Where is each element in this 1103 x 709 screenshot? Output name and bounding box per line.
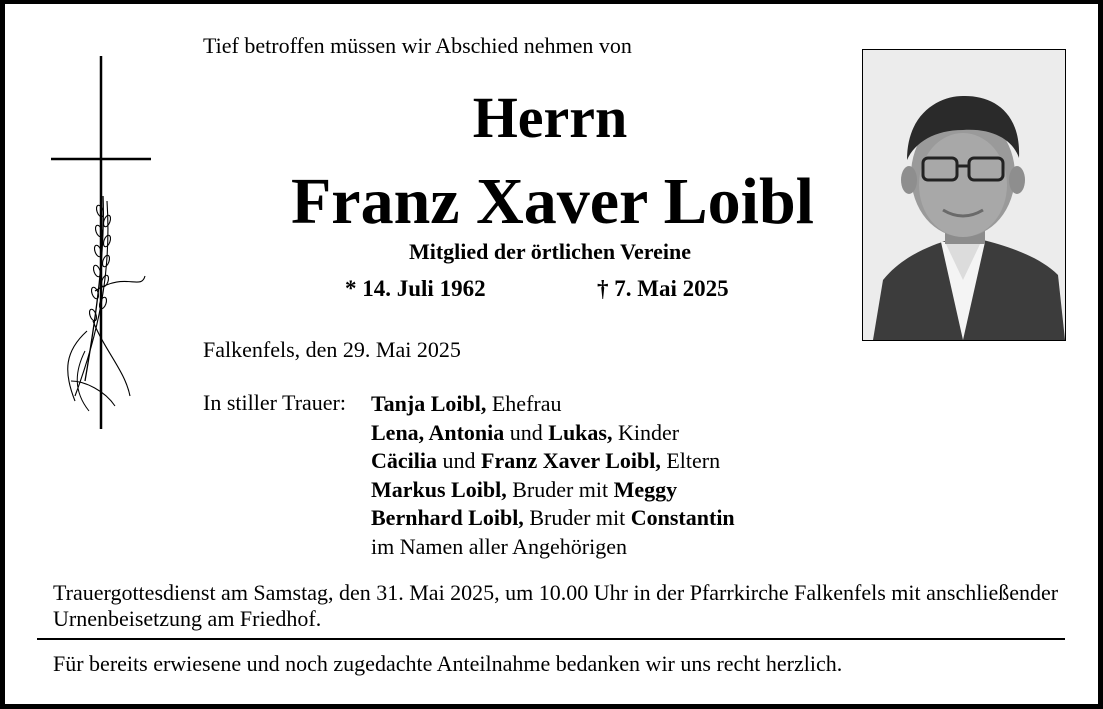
mourner-name: Cäcilia	[371, 448, 437, 473]
mourner-name: Franz Xaver Loibl,	[481, 448, 661, 473]
mourner-line	[371, 476, 735, 505]
cross-with-wheat-icon	[45, 51, 151, 431]
mourner-line	[371, 419, 735, 448]
mourner-name: Markus Loibl,	[371, 476, 507, 502]
mourner-relation: und	[504, 419, 549, 445]
service-info: Trauergottesdienst am Samstag, den 31. Mai 2025, um 10.00 Uhr in der Pfarrkirche Falkenfels mit anschließender Urnenbeisetzung am Friedhof.	[53, 580, 1059, 631]
honorific: Herrn	[472, 85, 628, 150]
mourners-list	[371, 390, 735, 561]
mourner-name: Lukas,	[548, 419, 613, 445]
mourner-relation: Bruder mit	[506, 476, 614, 502]
mourner-line	[371, 504, 735, 533]
death-date: † 7. Mai 2025	[597, 276, 729, 301]
intro-text: Tief betroffen müssen wir Abschied nehmen von	[203, 33, 632, 58]
mourner-relation: Kinder	[612, 419, 680, 445]
mourning-label: In stiller Trauer:	[203, 390, 346, 415]
mourner-relation: Eltern	[660, 448, 721, 473]
mourner-name: Lena, Antonia	[371, 419, 505, 445]
place-date: Falkenfels, den 29. Mai 2025	[203, 337, 461, 362]
divider	[37, 638, 1065, 640]
mourner-line	[371, 533, 735, 562]
mourner-name: Bernhard Loibl,	[371, 505, 524, 530]
mourner-line	[371, 390, 735, 419]
birth-date: * 14. Juli 1962	[345, 276, 486, 301]
mourner-relation: und	[437, 448, 481, 473]
portrait-photo	[862, 49, 1066, 341]
mourner-relation: Bruder mit	[523, 505, 631, 530]
deceased-name: Franz Xaver Loibl	[290, 165, 815, 238]
mourner-name: Tanja Loibl,	[371, 391, 487, 416]
mourner-name: Constantin	[630, 505, 735, 530]
mourner-name: Meggy	[613, 476, 678, 502]
mourner-relation: im Namen aller Angehörigen	[371, 533, 627, 559]
thanks-text: Für bereits erwiesene und noch zugedachte Anteilnahme bedanken wir uns recht herzlich.	[53, 651, 843, 676]
subtitle: Mitglied der örtlichen Vereine	[408, 239, 692, 264]
mourner-line	[371, 447, 735, 476]
mourner-relation: Ehefrau	[486, 391, 562, 416]
